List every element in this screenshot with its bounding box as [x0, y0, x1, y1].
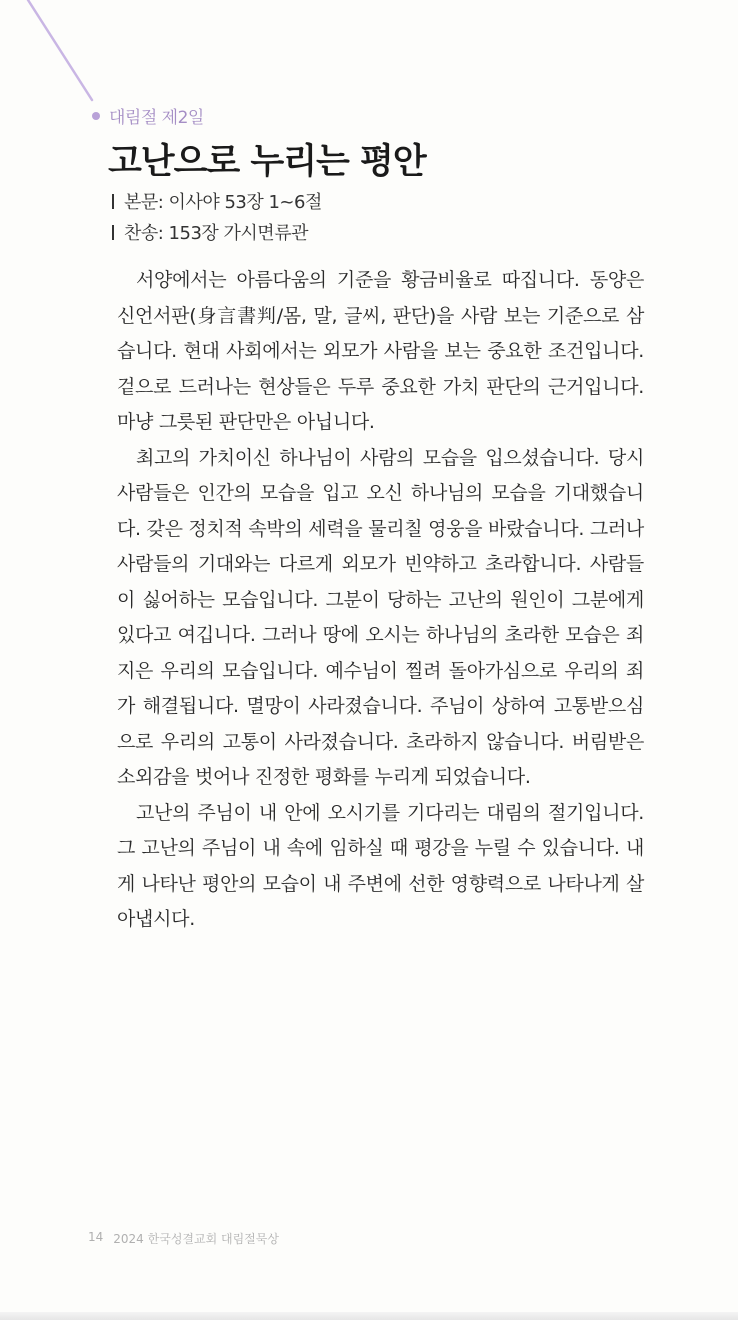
paragraph: 최고의 가치이신 하나님이 사람의 모습을 입으셨습니다. 당시 사람들은 인간의 모습을 입고 오신 하나님의 모습을 기대했습니다. 갖은 정치적 속박의 세력을 물리칠 영웅을 바랐습니다. 그러나 사람들의 기대와는 다르게 외모가 빈약하고 초라합니다. 사람들이 싫어하는 모습입니다. 그분이 당하는 고난의 원인이 그분에게 있다고 여깁니다. 그러나 땅에 오시는 하나님의 초라한 모습은 죄지은 우리의 모습입니다. 예수님이 찔려 돌아가심으로 우리의 죄가 해결됩니다. 멸망이 사라졌습니다. 주님이 상하여 고통받으심으로 우리의 고통이 사라졌습니다. 초라하지 않습니다. 버림받은 소외감을 벗어나 진정한 평화를 누리게 되었습니다. [117, 446, 644, 788]
page-footer [88, 1230, 279, 1247]
section-tag-label: 대림절 제2일 [109, 108, 204, 128]
scripture-reference [112, 188, 322, 214]
devotional-body [117, 263, 644, 938]
paragraph: 고난의 주님이 내 안에 오시기를 기다리는 대림의 절기입니다. 그 고난의 주님이 내 속에 임하실 때 평강을 누릴 수 있습니다. 내게 나타난 평안의 모습이 내 주변에 선한 영향력으로 나타나게 살아냅시다. [117, 801, 644, 930]
meta-bar-icon [112, 225, 114, 240]
hymn-text: 찬송: 153장 가시면류관 [124, 223, 308, 244]
hymn-reference [112, 219, 308, 245]
page-number: 14 [88, 1230, 104, 1244]
scripture-text: 본문: 이사야 53장 1~6절 [124, 192, 322, 213]
decorative-diagonal-line [0, 0, 120, 120]
paragraph: 서양에서는 아름다움의 기준을 황금비율로 따집니다. 동양은 신언서판(身言書判/몸, 말, 글씨, 판단)을 사람 보는 기준으로 삼습니다. 현대 사회에서는 외모가 사람을 보는 중요한 조건입니다. 겉으로 드러나는 현상들은 두루 중요한 가치 판단의 근거입니다. 마냥 그릇된 판단만은 아닙니다. [117, 269, 644, 433]
bullet-dot-icon [92, 112, 100, 120]
page-edge [0, 1312, 738, 1320]
section-tag [92, 103, 204, 128]
page-title: 고난으로 누리는 평안 [108, 142, 426, 182]
publication-title: 2024 한국성결교회 대림절묵상 [113, 1232, 279, 1246]
meta-bar-icon [112, 194, 114, 209]
